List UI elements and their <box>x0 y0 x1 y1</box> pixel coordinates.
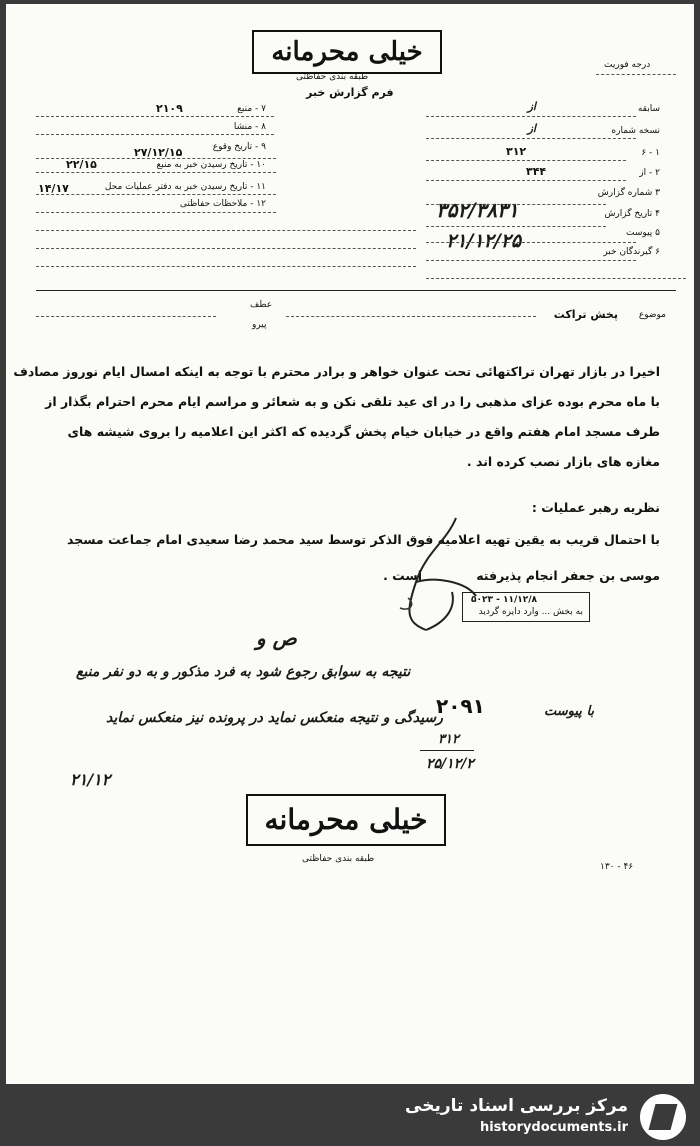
field-label-received-source: ۱۰ - تاریخ رسیدن خبر به منبع <box>156 160 266 170</box>
field-label-1: سابقه <box>637 104 660 114</box>
field-label-origin: ۸ - منشا <box>233 122 266 132</box>
field-value-received-source: ۲۲/۱۵ <box>66 158 97 171</box>
priority-label: درجه فوریت <box>604 60 651 70</box>
classification-stamp-top <box>252 30 442 74</box>
subject-label: موضوع <box>638 310 666 320</box>
body-line-1: اخیرا در بازار تهران تراکتهائی تحت عنوان خواهر و برادر محترم با توجه به اینکه امسال ایام نوروز مصادف <box>13 364 660 379</box>
field-label-4: ۲ - از <box>639 168 660 178</box>
field-label-7: ۵ پیوست <box>626 228 660 238</box>
body-line-3: طرف مسجد امام هفتم واقع در خیابان خیام پخش گردیده که اکثر این اعلامیه را بروی شیشه های <box>67 424 660 439</box>
subject-upper-mark: عطف <box>250 300 273 310</box>
reference-sub-2: ۲۵/۱۲/۲ <box>426 756 474 772</box>
stamp-bottom-subtitle: طبقه بندی حفاظتی <box>302 854 375 864</box>
reference-number: ۲۰۹۱ <box>436 694 485 718</box>
handwritten-line-2: رسیدگی و نتیجه منعکس نماید در پرونده نیز منعکس نماید <box>106 710 443 726</box>
stamp-top-subtitle: طبقه بندی حفاظتی <box>296 72 369 82</box>
archive-name: مرکز بررسی اسناد تاریخی <box>405 1096 628 1116</box>
field-label-2: نسخه شماره <box>611 126 660 136</box>
handwritten-mark: ص و <box>256 626 297 650</box>
handwritten-line-1: نتیجه به سوابق رجوع شود به فرد مذکور و به دو نفر منبع <box>76 664 411 680</box>
stamp-top-text: خیلی محرمانه <box>271 37 423 67</box>
field-value-6: ۲۱/۱۲/۲۵ <box>446 230 522 252</box>
field-label-date: ۹ - تاریخ وقوع <box>212 142 266 152</box>
classification-stamp-bottom <box>246 794 446 846</box>
field-value-source: ۲۱۰۹ <box>156 102 183 115</box>
document-page <box>6 4 694 1084</box>
field-value-2: از <box>527 122 536 135</box>
field-value-3: ۳۱۲ <box>506 145 527 158</box>
reference-label: با پیوست <box>544 704 595 719</box>
registration-stamp-line-1: ۵۰۲۳ - ۱۱/۱۲/۸ <box>471 595 538 605</box>
field-value-received-office: ۱۴/۱۷ <box>38 182 69 195</box>
form-code: ۱۳۰ - ۴۶ <box>600 862 634 872</box>
handwritten-date: ۲۱/۱۲ <box>70 770 111 789</box>
signature-scribble <box>386 512 496 642</box>
field-label-security: ۱۲ - ملاحظات حفاظتی <box>179 199 266 209</box>
separator-line <box>36 290 676 291</box>
body-line-2: با ماه محرم بوده عزای مذهبی را در ای عید تلقی نکن و به شعائر و مراسم ایام محرم احترام بگذار از <box>45 394 660 409</box>
field-label-received-office: ۱۱ - تاریخ رسیدن خبر به دفتر عملیات محل <box>104 182 266 192</box>
subject-value: پخش تراکت <box>553 308 618 321</box>
registration-stamp-line-2: به بخش ... وارد دایره گردید <box>478 607 583 617</box>
opinion-line-3: است . <box>383 568 422 583</box>
form-title: فرم گزارش خبر <box>306 86 394 99</box>
field-label-3: ۱ - ۶ <box>641 148 660 158</box>
reference-sub-1: ۳۱۲ <box>438 732 459 747</box>
archive-logo-icon <box>640 1094 686 1140</box>
field-value-date: ۲۷/۱۲/۱۵ <box>134 146 183 159</box>
field-value-1: از <box>527 100 536 113</box>
opinion-label: نظریه رهبر عملیات : <box>531 500 660 515</box>
subject-lower-mark: پیرو <box>252 320 267 330</box>
field-label-6: ۴ تاریخ گزارش <box>604 209 660 219</box>
archive-footer <box>0 1084 700 1146</box>
field-label-8: ۶ گیرندگان خبر <box>603 247 660 257</box>
field-label-5: ۳ شماره گزارش <box>597 188 660 198</box>
opinion-line-2: موسی بن جعفر انجام پذیرفته <box>476 568 660 583</box>
field-value-4: ۳۴۴ <box>526 165 547 178</box>
archive-website-link[interactable]: historydocuments.ir <box>479 1120 628 1135</box>
body-line-4: مغازه های بازار نصب کرده اند . <box>466 454 660 469</box>
opinion-line-1: با احتمال قریب به یقین تهیه اعلامیه فوق الذکر توسط سید محمد رضا سعیدی امام جماعت مسجد <box>66 532 660 547</box>
field-value-5: ۳۵۲/۳۸۳۱ <box>436 198 519 222</box>
stamp-bottom-text: خیلی محرمانه <box>264 803 428 836</box>
field-label-source: ۷ - منبع <box>237 104 266 114</box>
